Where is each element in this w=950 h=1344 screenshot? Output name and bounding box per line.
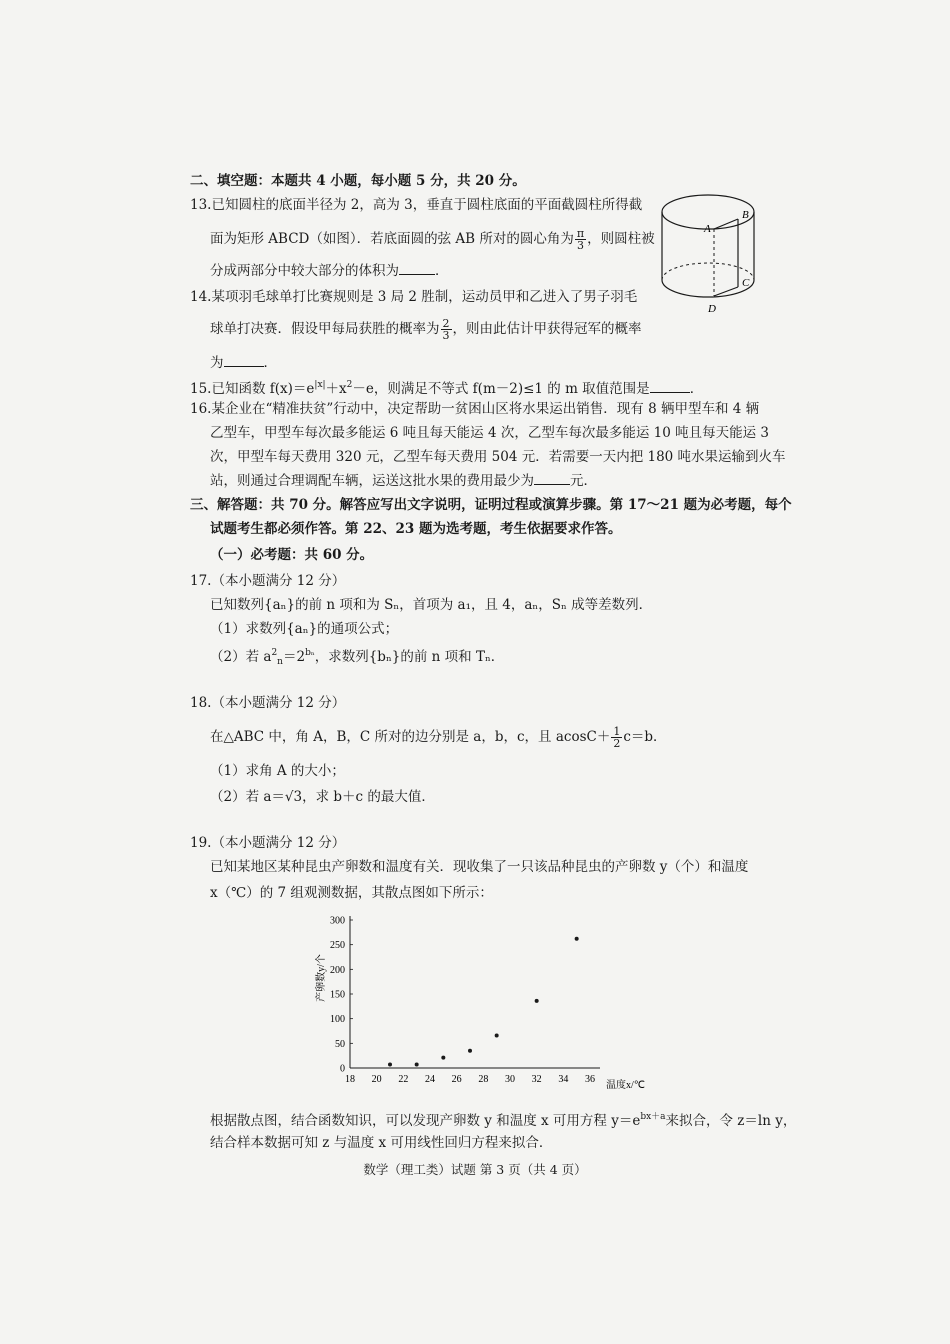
x-tick-label-6: 30 [505,1074,515,1085]
y-tick-label-2: 100 [330,1014,345,1026]
scatter-plot [300,908,680,1098]
q16-line4-tail: 元． [570,473,597,489]
q14-line3: 为 ． [210,355,277,371]
q14-fraction [441,318,452,341]
q16-line4 [210,472,597,490]
q17-part2-b: ＝2 [282,649,306,665]
x-tick-label-3: 24 [425,1074,435,1085]
y-tick-label-0: 0 [340,1063,345,1075]
q17-part2-exponent: bₙ [305,648,315,658]
q18-title: 18.（本小题满分 12 分） [190,695,346,711]
section3-subheader: （一）必考题：共 60 分。 [210,547,374,563]
x-tick-label-7: 32 [531,1074,542,1085]
q15-line: 15.已知函数 $f(x)=e^{|x|}+x^2-e$，则满足不等式 f(m－2)≤1 的 m 取值范围是 ． [190,380,704,397]
q14-line2 [210,318,642,341]
edge-DC [714,287,738,296]
label-B: B [742,209,749,221]
label-C: C [742,277,750,289]
q17-part2-sup: 2 [271,648,278,658]
x-tick-label-2: 22 [398,1074,409,1085]
data-point-0 [388,1063,392,1067]
q14-line2-text: 球单打决赛．假设甲每局获胜的概率为 [210,321,440,337]
q19-after-line2: 结合样本数据可知 z 与温度 x 可用线性回归方程来拟合． [210,1135,553,1151]
q13-line2-text: 面为矩形 ABCD（如图）．若底面圆的弦 AB 所对的圆心角为 [210,231,574,247]
data-point-3 [468,1049,472,1053]
q18-line1 [210,726,667,749]
section3-header-line1: 三、解答题：共 70 分。解答应写出文字说明，证明过程或演算步骤。第 17～21 题为必考题，每个 [190,497,792,513]
q17-part1: （1）求数列{aₙ}的通项公式； [210,621,399,637]
data-points [388,937,579,1067]
y-tick-label-6: 300 [330,915,345,927]
q17-part2 [210,644,504,671]
q13-fraction-den: 3 [576,239,584,252]
cylinder-figure [650,188,790,320]
q14-line1: 14.某项羽毛球单打比赛规则是 3 局 2 胜制，运动员甲和乙进入了男子羽毛 [190,289,638,305]
q18-line1-b: c＝b． [623,729,667,745]
q17-part2-sub: n [277,657,283,667]
q19-line1: 已知某地区某种昆虫产卵数和温度有关．现收集了一只该品种昆虫的产卵数 y（个）和温度 [210,859,749,875]
q16-line1: 16.某企业在“精准扶贫”行动中，决定帮助一贫困山区将水果运出销售．现有 8 辆甲型车和 4 辆 [190,401,760,417]
q15-answer-blank[interactable] [650,392,690,393]
y-tick-label-5: 250 [330,940,345,952]
q17-part2-a: （2）若 a [210,649,272,665]
x-tick-label-8: 34 [558,1074,569,1085]
q18-fraction-den: 2 [613,737,621,750]
q13-line3: 分成两部分中较大部分的体积为 ． [210,263,449,279]
q16-answer-blank[interactable] [534,484,570,485]
q14-fraction-num: 2 [442,317,450,330]
cylinder-bottom-back-arc [662,263,754,280]
q19-line2: x（℃）的 7 组观测数据，其散点图如下所示： [210,885,493,901]
q16-line2: 乙型车，甲型车每次最多能运 6 吨且每天能运 4 次，乙型车每次最多能运 10 吨且每天能运 3 [210,425,769,441]
q13-line2-tail: ，则圆柱被 [587,231,655,247]
q13-line2 [210,228,655,251]
q19-after-b: 来拟合，令 z＝ln y， [665,1113,797,1129]
q19-after-exponent: bx＋a [640,1112,666,1122]
data-point-4 [495,1033,499,1037]
data-point-5 [535,999,539,1003]
q18-fraction [611,726,622,749]
q19-after-line1 [210,1108,796,1130]
q13-answer-blank[interactable] [399,274,435,275]
data-point-2 [441,1056,445,1060]
q14-line3-text: 为 [210,355,224,371]
q17-title: 17.（本小题满分 12 分） [190,573,346,589]
x-tick-label-0: 18 [345,1074,355,1085]
label-A: A [704,223,711,235]
q15-text-c: －e，则满足不等式 f(m－2)≤1 的 m 取值范围是 [352,381,650,397]
q14-answer-blank[interactable] [224,366,264,367]
q18-fraction-num: 1 [613,725,621,738]
page-footer: 数学（理工类）试题 第 3 页（共 4 页） [363,1162,587,1177]
q19-after-a: 根据散点图，结合函数知识，可以发现产卵数 y 和温度 x 可用方程 y＝e [210,1113,641,1129]
y-axis-label: 产卵数y/个 [316,954,327,1002]
q13-line1: 13.已知圆柱的底面半径为 2，高为 3，垂直于圆柱底面的平面截圆柱所得截 [190,197,643,213]
x-tick-label-4: 26 [451,1074,462,1085]
q15-text-a: 15.已知函数 f(x)＝e [190,381,315,397]
q17-line1: 已知数列{aₙ}的前 n 项和为 Sₙ，首项为 a₁，且 4，aₙ，Sₙ 成等差数列． [210,597,653,613]
y-tick-label-1: 50 [335,1038,345,1050]
q14-fraction-den: 3 [442,329,450,342]
q13-fraction [575,228,586,251]
cylinder-bottom-front-arc [662,280,754,297]
q18-line1-a: 在△ABC 中，角 A，B，C 所对的边分别是 a，b，c，且 acosC＋ [210,729,611,745]
x-axis-label: 温度x/℃ [606,1080,646,1091]
y-tick-label-4: 200 [330,964,345,976]
section3-header-line2: 试题考生都必须作答。第 22、23 题为选考题，考生依据要求作答。 [210,521,622,537]
q14-line2-tail: ，则由此估计甲获得冠军的概率 [452,321,642,337]
x-tick-labels [345,1074,595,1085]
section2-header: 二、填空题：本题共 4 小题，每小题 5 分，共 20 分。 [190,173,526,189]
data-point-6 [575,937,579,941]
data-point-1 [415,1063,419,1067]
y-tick-label-3: 150 [330,989,345,1001]
x-tick-label-5: 28 [478,1074,489,1085]
q16-line4-text: 站，则通过合理调配车辆，运送这批水果的费用最少为 [210,473,534,489]
q18-part1: （1）求角 A 的大小； [210,763,345,779]
q15-exponent: |x| [314,380,326,390]
x-tick-label-9: 36 [585,1074,595,1085]
q16-line3: 次，甲型车每天费用 320 元，乙型车每天费用 504 元．若需要一天内把 180 吨水果运输到火车 [210,449,786,465]
label-D: D [708,303,716,315]
q18-part2: （2）若 a＝√3，求 b＋c 的最大值． [210,789,435,805]
x-tick-label-1: 20 [371,1074,382,1085]
q15-square: 2 [346,380,353,390]
q13-line3-text: 分成两部分中较大部分的体积为 [210,263,399,279]
q13-fraction-num: π [576,227,585,240]
q15-text-b: ＋x [325,381,347,397]
q17-part2-c: ，求数列{bₙ}的前 n 项和 Tₙ． [314,649,505,665]
q19-title: 19.（本小题满分 12 分） [190,835,346,851]
